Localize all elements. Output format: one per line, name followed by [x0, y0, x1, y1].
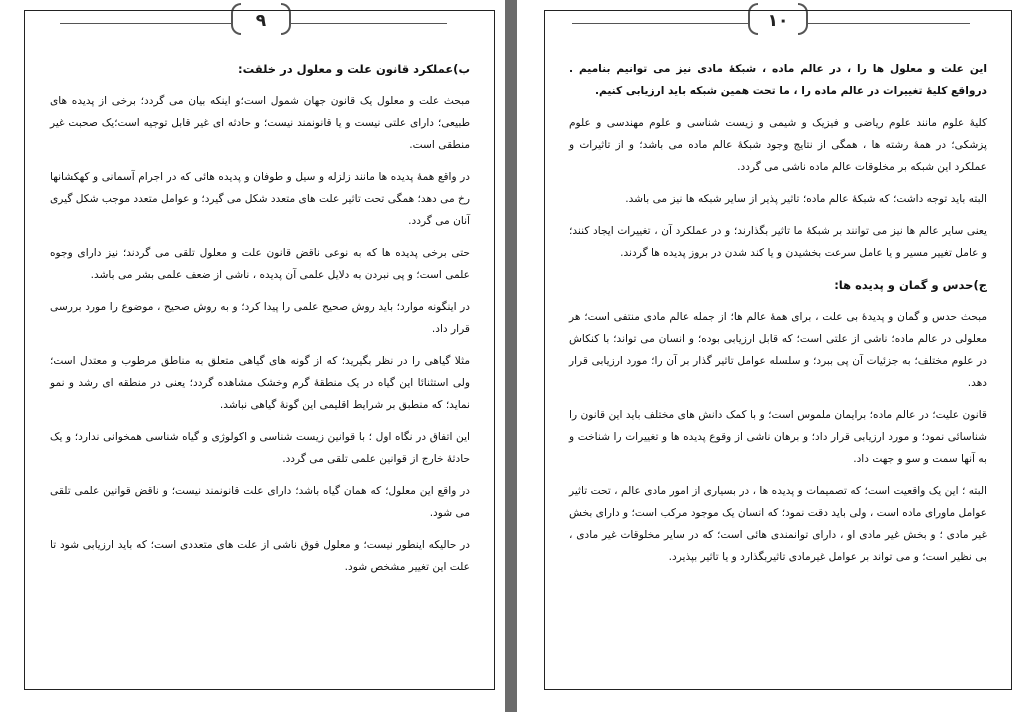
page-number-text: ۱۰ [767, 11, 789, 31]
paragraph: در واقع همهٔ پدیده ها مانند زلزله و سیل و طوفان و پدیده هائی که در اجرام آسمانی و کهکشانها رخ می دهد؛ همگی تحت تاثیر علت های متعدد شکل می گیرد؛ و عوامل متعدد موجب شکل گیری آنان می گردد. [50, 171, 470, 227]
intro-paragraph: این علت و معلول ها را ، در عالم ماده ، شبکهٔ مادی نیز می توانیم بنامیم . درواقع کلیهٔ تغییرات در عالم ماده را ، ما تحت همین شبکه باید ارزیابی کنیم. [569, 63, 987, 97]
section-heading: ب)عملکرد قانون علت و معلول در خلقت: [238, 62, 470, 76]
paragraph: این اتفاق در نگاه اول ؛ با قوانین زیست شناسی و اکولوژی و گیاه شناسی همخوانی ندارد؛ و یک حادثهٔ خارج از قوانین علمی تلقی می گردد. [50, 431, 470, 465]
paragraph: البته ؛ این یک واقعیت است؛ که تصمیمات و پدیده ها ، در بسیاری از امور مادی عالم ، تحت تاثیر عوامل ماورای ماده است ، ولی باید دقت نمود؛ که انسان یک موجود مرکب است؛ و دارای بخش غیر مادی ؛ و بخش غیر مادی او ، دارای توانمندی هائی است؛ که در سایر مخلوقات غیر مادی ، بی نظیر است؛ و می تواند بر عوامل غیرمادی تاثیربگذارد و یا تاثیر بپذیرد. [569, 485, 987, 563]
paragraph: مبحث علت و معلول یک قانون جهان شمول است؛و اینکه بیان می گردد؛ برخی از پدیده های طبیعی؛ دارای علتی نیست و یا قانونمند نیست؛ و حادثه ای غیر قابل توجیه است؛یک صحبت غیر منطقی است. [50, 95, 470, 151]
paragraph: در حالیکه اینطور نیست؛ و معلول فوق ناشی از علت های متعددی است؛ که باید ارزیابی شود تا علت این تغییر مشخص شود. [50, 539, 470, 573]
page-content [50, 58, 470, 588]
left-page [0, 0, 505, 712]
page-number-text: ۹ [255, 11, 267, 31]
paragraph: حتی برخی پدیده ها که به نوعی ناقض قانون علت و معلول تلقی می گردند؛ نیز دارای وجوه علمی است؛ و پی نبردن به دلایل علمی آن پدیده ، ناشی از ضعف علمی بشر می باشد. [50, 247, 470, 281]
paragraph: قانون علیت؛ در عالم ماده؛ برایمان ملموس است؛ و با کمک دانش های مختلف باید این قانون را شناسائی نمود؛ و مورد ارزیابی قرار داد؛ و برهان ناشی از وقوع پدیده ها و تغییرات را شناخت و به آنها سمت و سو و جهت داد. [569, 409, 987, 465]
paragraph: کلیهٔ علوم مانند علوم ریاضی و فیزیک و شیمی و زیست شناسی و علوم مهندسی و علوم پزشکی؛ در همهٔ رشته ها ، همگی از نتایج وجود شبکهٔ عالم ماده می باشد؛ و از تاثیرات و عملکرد این شبکه بر مخلوقات عالم ماده ناشی می گردد. [569, 117, 987, 173]
paragraph: در اینگونه موارد؛ باید روش صحیح علمی را پیدا کرد؛ و به روش صحیح ، موضوع را مورد بررسی قرار داد. [50, 301, 470, 335]
paragraph: مثلا گیاهی را در نظر بگیرید؛ که از گونه های گیاهی متعلق به مناطق مرطوب و معتدل است؛ ولی استثنائا این گیاه در یک منطقهٔ گرم وخشک مشاهده گردد؛ یعنی در منطقه ای رشد و نمو نماید؛ که منطبق بر شرایط اقلیمی این گونهٔ گیاهی نباشد. [50, 355, 470, 411]
paragraph: یعنی سایر عالم ها نیز می توانند بر شبکهٔ ما تاثیر بگذارند؛ و در عملکرد آن ، تغییرات ایجاد کنند؛ و عامل تغییر مسیر و یا عامل سرعت بخشیدن و یا کند شدن در بروز پدیده ها گردند. [569, 225, 987, 259]
paragraph: مبحث حدس و گمان و پدیدهٔ بی علت ، برای همهٔ عالم ها؛ از جمله عالم مادی منتفی است؛ هر معلولی در عالم ماده؛ ناشی از علتی است؛ که قابل ارزیابی بوده؛ و انسان می تواند؛ با کنکاش در علوم مختلف؛ به جزئیات آن پی ببرد؛ و سلسله عوامل تاثیر گذار بر آن را؛ مورد ارزیابی قرار دهد. [569, 311, 987, 389]
paragraph: در واقع این معلول؛ که همان گیاه باشد؛ دارای علت قانونمند نیست؛ و ناقض قوانین علمی تلقی می شود. [50, 485, 470, 519]
right-page [517, 0, 1024, 712]
paragraph: البته باید توجه داشت؛ که شبکهٔ عالم ماده؛ تاثیر پذیر از سایر شبکه ها نیز می باشد. [625, 193, 987, 205]
section-heading: ج)حدس و گمان و پدیده ها: [834, 278, 987, 292]
page-content [569, 58, 987, 578]
